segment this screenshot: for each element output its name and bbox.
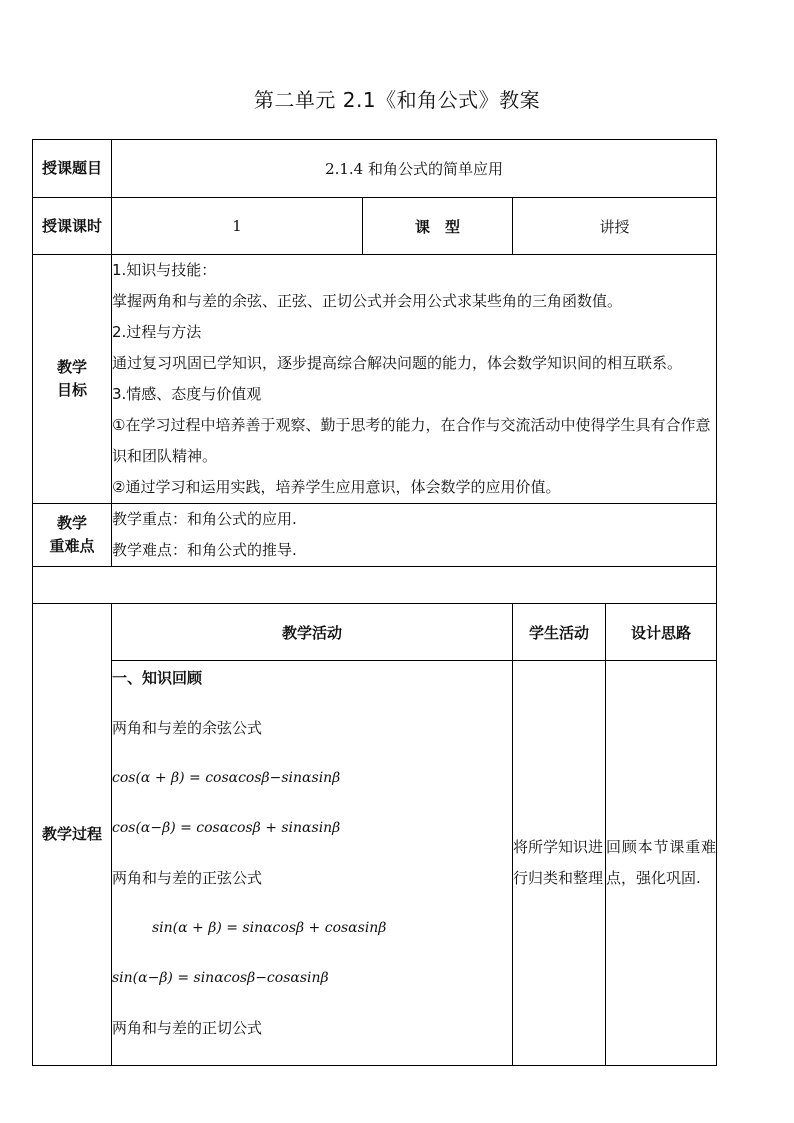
- student-activity-content: 将所学知识进行归类和整理: [513, 661, 606, 1066]
- objectives-row: [33, 255, 717, 504]
- formula-sin-sum: sin(α + β) = sinαcosβ + cosαsinβ: [152, 920, 387, 936]
- objective-line: 3.情感、态度与价值观: [112, 385, 262, 403]
- objectives-label: [33, 255, 112, 504]
- formula-cos-diff: cos(α−β) = cosαcosβ + sinαsinβ: [112, 820, 341, 836]
- student-activity-header: 学生活动: [513, 604, 606, 661]
- formula-cos-sum: cos(α + β) = cosαcosβ−sinαsinβ: [112, 770, 341, 786]
- objective-line: 1.知识与技能：: [112, 261, 217, 279]
- keypoints-label-line2: 重难点: [49, 537, 95, 555]
- objective-line: 掌握两角和与差的余弦、正弦、正切公式并会用公式求某些角的三角函数值。: [112, 292, 623, 310]
- cosine-heading: 两角和与差的余弦公式: [112, 719, 263, 737]
- lesson-plan-table: [32, 139, 717, 1066]
- objectives-label-line1: 教学: [56, 358, 87, 376]
- topic-value: 2.1.4 和角公式的简单应用: [112, 140, 717, 198]
- document-title: 第二单元 2.1《和角公式》教案: [253, 88, 541, 112]
- keypoints-content: [112, 504, 717, 567]
- teaching-activity-content: [112, 661, 513, 1066]
- formula-sin-diff: sin(α−β) = sinαcosβ−cosαsinβ: [112, 970, 329, 986]
- objectives-label-line2: 目标: [56, 381, 87, 399]
- difficulty-text: 教学难点：和角公式的推导.: [112, 541, 297, 559]
- section-heading: 一、知识回顾: [112, 669, 203, 687]
- tangent-heading: 两角和与差的正切公式: [112, 1019, 263, 1037]
- focus-text: 教学重点：和角公式的应用.: [112, 510, 297, 528]
- keypoints-label: [33, 504, 112, 567]
- design-idea-header: 设计思路: [606, 604, 717, 661]
- teaching-activity-header: 教学活动: [112, 604, 513, 661]
- process-header-row: [33, 604, 717, 661]
- lesson-type-value: 讲授: [513, 198, 717, 255]
- objective-line: 通过复习巩固已学知识，逐步提高综合解决问题的能力，体会数学知识间的相互联系。: [112, 354, 683, 372]
- sine-heading: 两角和与差的正弦公式: [112, 869, 263, 887]
- topic-label: 授课题目: [33, 140, 112, 198]
- topic-row: [33, 140, 717, 198]
- hours-value: 1: [112, 198, 363, 255]
- objective-line: ①在学习过程中培养善于观察、勤于思考的能力，在合作与交流活动中使得学生具有合作意识和团队精神。: [112, 416, 711, 465]
- process-content-row: [33, 661, 717, 1066]
- design-idea-content: 回顾本节课重难点，强化巩固.: [606, 661, 717, 1066]
- keypoints-row: [33, 504, 717, 567]
- process-label: 教学过程: [33, 604, 112, 1066]
- hours-row: [33, 198, 717, 255]
- blank-row: [33, 567, 717, 604]
- objectives-content: [112, 255, 717, 504]
- hours-label: 授课课时: [33, 198, 112, 255]
- objective-line: ②通过学习和运用实践，培养学生应用意识，体会数学的应用价值。: [112, 478, 561, 496]
- objective-line: 2.过程与方法: [112, 323, 202, 341]
- keypoints-label-line1: 教学: [56, 514, 87, 532]
- blank-cell: [33, 567, 717, 604]
- lesson-type-label: 课 型: [363, 198, 513, 255]
